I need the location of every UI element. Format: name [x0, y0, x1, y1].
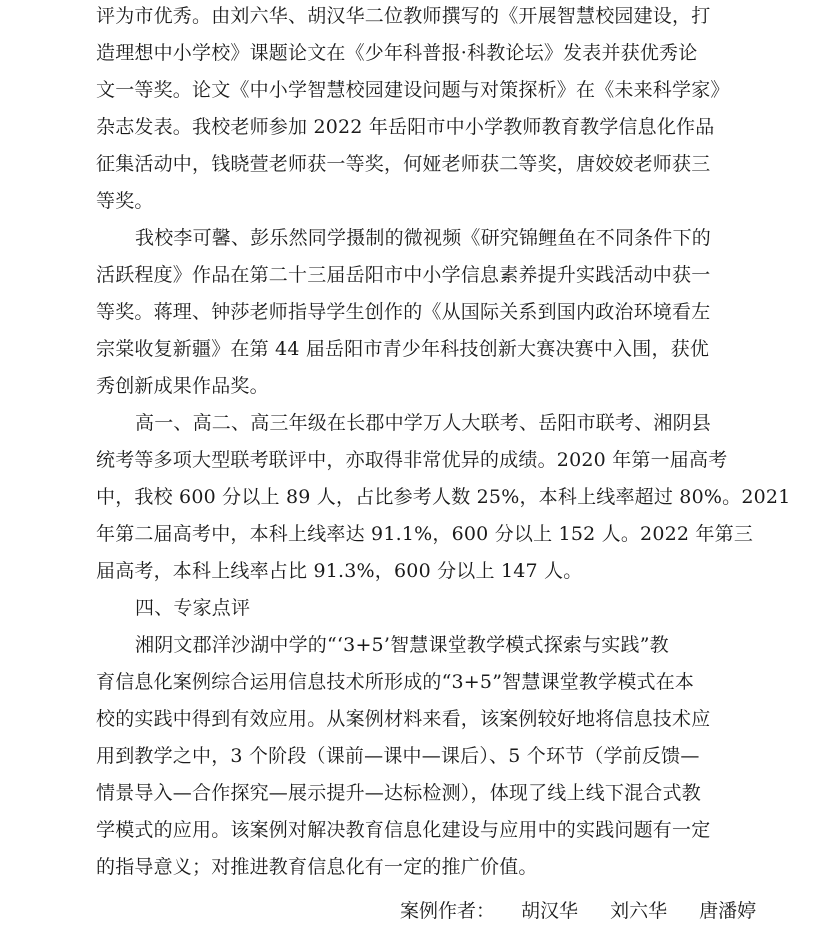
text-line: 统考等多项大型联考联评中，亦取得非常优异的成绩。2020 年第一届高考: [96, 449, 728, 471]
author-name: 唐潘婷: [699, 900, 757, 922]
text-line: 中，我校 600 分以上 89 人，占比参考人数 25%，本科上线率超过 80%。2021: [96, 486, 791, 508]
byline-label: 案例作者：: [400, 900, 496, 922]
text-line: 宗棠收复新疆》在第 44 届岳阳市青少年科技创新大赛决赛中入围，获优: [96, 338, 710, 360]
text-line: 造理想中小学校》课题论文在《少年科普报·科教论坛》发表并获优秀论: [96, 42, 698, 64]
text-line: 用到教学之中，3 个阶段（课前—课中—课后）、5 个环节（学前反馈—: [96, 745, 700, 767]
text-line: 文一等奖。论文《中小学智慧校园建设问题与对策探析》在《未来科学家》: [96, 79, 730, 101]
text-line: 等奖。蒋理、钟莎老师指导学生创作的《从国际关系到国内政治环境看左: [96, 301, 711, 323]
author-name: 刘六华: [610, 900, 668, 922]
text-line: 的指导意义；对推进教育信息化有一定的推广价值。: [96, 856, 538, 878]
text-line: 等奖。: [96, 190, 154, 212]
text-line: 育信息化案例综合运用信息技术所形成的“3+5”智慧课堂教学模式在本: [96, 671, 695, 693]
author-byline: [400, 899, 756, 923]
text-line: 湘阴文郡洋沙湖中学的“‘3+5’智慧课堂教学模式探索与实践”教: [135, 634, 669, 656]
text-line: 秀创新成果作品奖。: [96, 375, 269, 397]
text-line: 征集活动中，钱晓萱老师获一等奖，何娅老师获二等奖，唐姣姣老师获三: [96, 153, 711, 175]
text-line: 校的实践中得到有效应用。从案例材料来看，该案例较好地将信息技术应: [96, 708, 711, 730]
text-line: 情景导入—合作探究—展示提升—达标检测），体现了线上线下混合式教: [96, 782, 701, 804]
text-line: 评为市优秀。由刘六华、胡汉华二位教师撰写的《开展智慧校园建设，打: [96, 5, 711, 27]
text-line: 学模式的应用。该案例对解决教育信息化建设与应用中的实践问题有一定: [96, 819, 711, 841]
text-line: 届高考，本科上线率占比 91.3%，600 分以上 147 人。: [96, 560, 583, 582]
section-heading: 四、专家点评: [135, 597, 251, 619]
text-line: 活跃程度》作品在第二十三届岳阳市中小学信息素养提升实践活动中获一: [96, 264, 711, 286]
text-line: 我校李可馨、彭乐然同学摄制的微视频《研究锦鲤鱼在不同条件下的: [135, 227, 712, 249]
author-name: 胡汉华: [521, 900, 579, 922]
text-line: 杂志发表。我校老师参加 2022 年岳阳市中小学教师教育教学信息化作品: [96, 116, 715, 138]
text-line: 高一、高二、高三年级在长郡中学万人大联考、岳阳市联考、湘阴县: [135, 412, 712, 434]
text-line: 年第二届高考中，本科上线率达 91.1%，600 分以上 152 人。2022 年第三: [96, 523, 754, 545]
